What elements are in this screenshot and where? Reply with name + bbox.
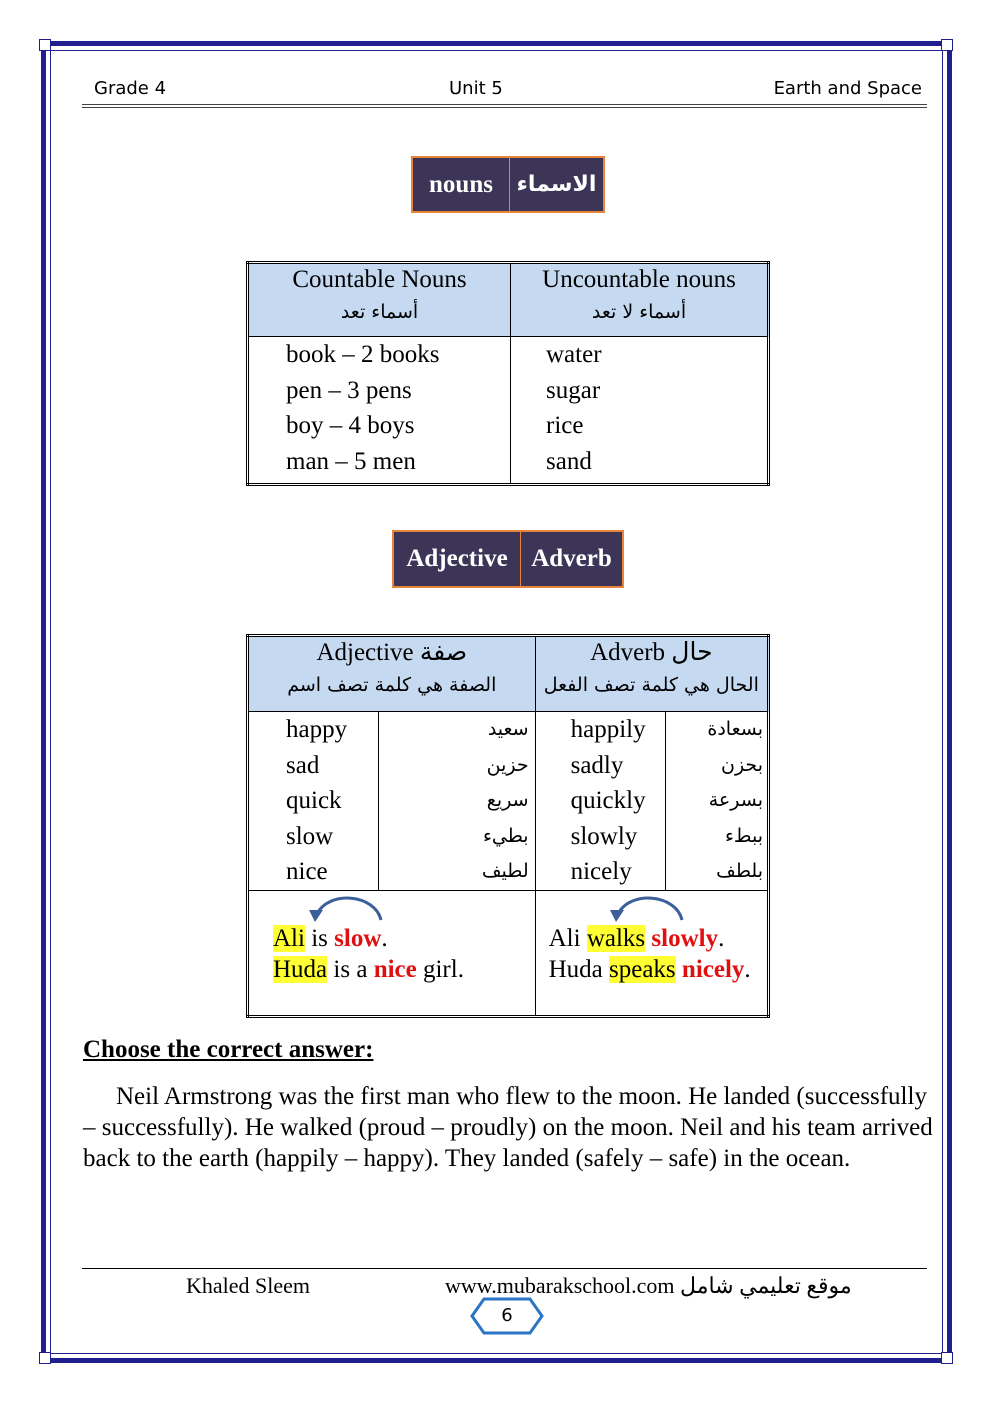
adjective-header: Adjective صفة <box>316 639 468 666</box>
adverb-list <box>535 712 665 891</box>
list-item: water <box>546 341 602 368</box>
adverb-ar-list <box>665 712 768 891</box>
list-item: sad <box>286 751 320 779</box>
list-item: boy – 4 boys <box>286 412 415 439</box>
list-item: ببطء <box>725 824 763 847</box>
adjective-list <box>248 712 379 891</box>
nouns-table <box>246 261 770 486</box>
header-topic: Earth and Space <box>773 78 922 99</box>
list-item: slow <box>286 822 334 850</box>
list-item: nicely <box>570 858 632 885</box>
curved-arrow-icon <box>604 888 690 926</box>
countable-header: Countable Nouns <box>292 266 467 293</box>
list-item: لطيف <box>481 860 529 882</box>
adjective-ar-list <box>379 712 536 891</box>
footer-website: www.mubarakschool.com موقع تعليمي شامل <box>445 1273 852 1298</box>
list-item: rice <box>546 412 584 439</box>
list-item: بلطف <box>716 860 763 882</box>
countable-list <box>248 337 511 485</box>
adverb-header: Adverb حال <box>590 639 713 666</box>
adverb-header-cell <box>535 636 768 712</box>
adjective-adverb-table <box>246 634 770 1018</box>
countable-header-cell <box>248 263 511 337</box>
footer-author: Khaled Sleem <box>186 1273 311 1298</box>
nouns-title-arabic: الاسماء <box>509 158 603 211</box>
uncountable-header-cell <box>511 263 769 337</box>
adverb-example-2: Huda speaks nicely. <box>548 955 751 983</box>
uncountable-list <box>511 337 769 485</box>
adjective-header-cell <box>248 636 536 712</box>
list-item: happy <box>286 716 348 743</box>
adjective-example-1: Ali is slow. <box>273 924 388 952</box>
adjective-title: Adjective <box>406 545 508 572</box>
frame-corner <box>39 39 51 51</box>
list-item: man – 5 men <box>286 447 416 475</box>
curved-arrow-icon <box>303 888 389 926</box>
list-item: سعيد <box>487 718 529 740</box>
list-item: بطيء <box>482 824 529 847</box>
list-item: sugar <box>546 376 601 404</box>
adverb-title: Adverb <box>520 532 622 586</box>
adjective-examples <box>248 890 536 1016</box>
adjective-definition-ar: الصفة هي كلمة تصف اسم <box>287 674 497 696</box>
list-item: nice <box>286 858 328 885</box>
list-item: book – 2 books <box>286 341 440 368</box>
adjective-adverb-title-box <box>392 530 624 588</box>
nouns-title-english: nouns <box>429 170 493 198</box>
list-item: sand <box>546 447 592 475</box>
list-item: quickly <box>570 787 646 814</box>
list-item: pen – 3 pens <box>286 376 412 404</box>
uncountable-header: Uncountable nouns <box>542 266 736 293</box>
list-item: حزين <box>486 753 529 776</box>
list-item: sadly <box>570 751 624 779</box>
frame-corner <box>941 39 953 51</box>
list-item: quick <box>286 787 342 814</box>
adjective-example-2: Huda is a nice girl. <box>273 955 464 983</box>
list-item: happily <box>570 716 646 743</box>
nouns-title-box <box>411 156 605 213</box>
uncountable-header-ar: أسماء لا تعد <box>591 301 687 323</box>
exercise-text: Neil Armstrong was the first man who flew to the moon. He landed (successfully – successfully). He walked (proud – proudly) on the moon. Neil and his team arrived back to the earth (happily – happy). They landed (safely – safe) in the ocean. <box>83 1083 933 1172</box>
list-item: بحزن <box>721 753 763 776</box>
adverb-example-1: Ali walks slowly. <box>548 924 725 952</box>
header-grade: Grade 4 <box>94 78 167 99</box>
page-number: 6 <box>501 1305 513 1326</box>
exercise-paragraph <box>83 1081 933 1174</box>
countable-header-ar: أسماء تعد <box>340 301 419 323</box>
adverb-definition-ar: الحال هي كلمة تصف الفعل <box>543 674 759 696</box>
header-unit: Unit 5 <box>449 78 503 99</box>
list-item: بسعادة <box>707 718 763 740</box>
footer-divider <box>82 1268 927 1269</box>
header-divider <box>82 104 927 108</box>
frame-corner <box>39 1352 51 1364</box>
frame-corner <box>941 1352 953 1364</box>
exercise-title: Choose the correct answer: <box>83 1036 374 1063</box>
list-item: slowly <box>570 822 638 850</box>
list-item: سريع <box>486 789 529 811</box>
list-item: بسرعة <box>708 789 763 811</box>
